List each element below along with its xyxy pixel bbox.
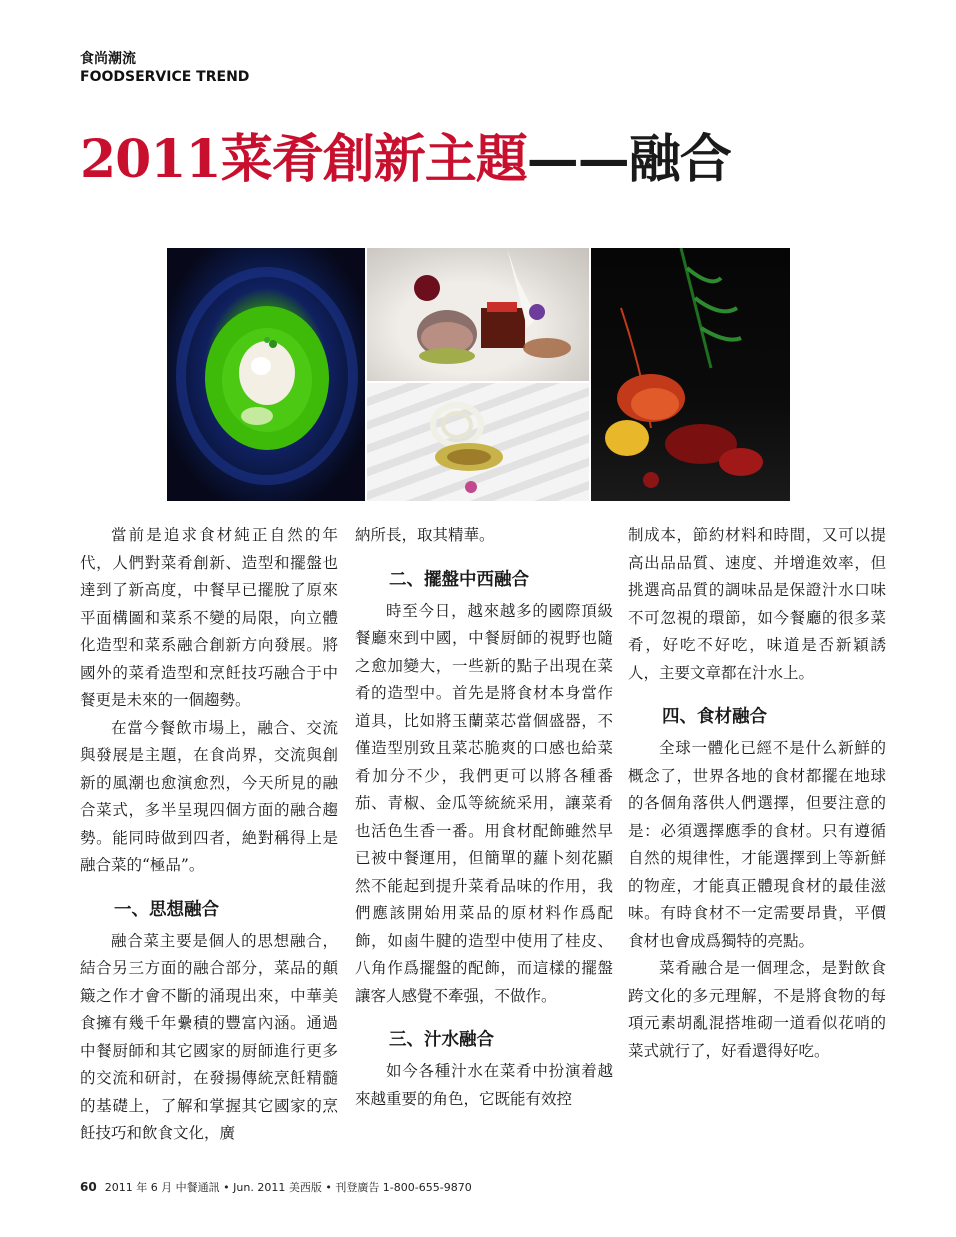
- paragraph: 時至今日，越來越多的國際頂級餐廳來到中國，中餐厨師的視野也隨之愈加變大，一些新的點子出現在菜肴的造型中。首先是將食材本身當作道具，比如將玉蘭菜芯當個盛器，不僅造型別致且菜芯脆爽的口感也給菜肴加分不少，我們更可以將各種番茄、青椒、金瓜等統統采用，讓菜肴也活色生香一番。用食材配飾雖然早已被中餐運用，但簡單的蘿卜刻花顯然不能起到提升菜肴品味的作用，我們應該開始用菜品的原材料作爲配飾，如鹵牛腱的造型中使用了桂皮、八角作爲擺盤的配飾，而這樣的擺盤讓客人感覺不牽强，不做作。: [355, 601, 613, 1005]
- paragraph: 在當今餐飲市場上，融合、交流與發展是主題，在食尚界，交流與創新的風潮也愈演愈烈，今天所見的融合菜式，多半呈現四個方面的融合趨勢。能同時做到四者，絶對稱得上是融合菜的“極品”。: [80, 718, 338, 874]
- subheading: 三、汁水融合: [389, 1030, 494, 1050]
- paragraph: 如今各種汁水在菜肴中扮演着越來越重要的角色，它既能有效控: [355, 1062, 613, 1108]
- paragraph: 納所長，取其精華。: [355, 526, 495, 544]
- subheading: 一、思想融合: [114, 899, 219, 920]
- section-name-en: FOODSERVICE TREND: [80, 69, 250, 85]
- page-number: 60: [80, 1180, 97, 1194]
- shrimp-photo: [591, 248, 790, 501]
- noodle-dish-illustration: [367, 383, 589, 501]
- plated-dish-photo: [367, 248, 589, 381]
- footer-text: 2011 年 6 月 中餐通訊 • Jun. 2011 美西版 • 刊登廣告 1-800-655-9870: [104, 1181, 472, 1194]
- page-footer: [80, 1180, 472, 1195]
- paragraph: 制成本，節約材料和時間，又可以提高出品品質、速度、并增進效率，但挑選高品質的調味品是保證汁水口味不可忽視的環節，如今餐廳的很多菜肴，好吃不好吃，味道是否新穎誘人，主要文章都在汁水上。: [628, 526, 886, 682]
- noodle-dish-photo: [367, 383, 589, 501]
- paragraph: 菜肴融合是一個理念，是對飲食跨文化的多元理解，不是將食物的每項元素胡亂混搭堆砌一道看似花哨的菜式就行了，好看還得好吃。: [628, 959, 886, 1060]
- article-column-1: [80, 522, 338, 1148]
- paragraph: 融合菜主要是個人的思想融合，結合另三方面的融合部分，菜品的顛簸之作才會不斷的涌現出來，中華美食擁有幾千年纍積的豐富內涵。通過中餐厨師和其它國家的厨師進行更多的交流和研討，在發揚傳統烹飪精髓的基礎上，了解和掌握其它國家的烹飪技巧和飲食文化，廣: [80, 931, 338, 1142]
- soup-illustration: [167, 248, 365, 501]
- plated-dish-illustration: [367, 248, 589, 381]
- headline-black-part: ——融合: [526, 129, 731, 190]
- section-name-cn: 食尚潮流: [80, 51, 136, 67]
- headline-red-part: 2011菜肴創新主題: [80, 129, 527, 190]
- soup-photo: [167, 248, 365, 501]
- subheading: 二、擺盤中西融合: [389, 569, 529, 590]
- article-column-2: [355, 522, 613, 1113]
- article-column-3: [628, 522, 886, 1065]
- article-headline: [80, 128, 731, 192]
- paragraph: 全球一體化已經不是什么新鮮的概念了，世界各地的食材都擺在地球的各個角落供人們選擇，但要注意的是：必須選擇應季的食材。只有遵循自然的規律性，才能選擇到上等新鮮的物産，才能真正體現食材的最佳滋味。有時食材不一定需要昂貴，平價食材也會成爲獨特的亮點。: [628, 739, 886, 950]
- shrimp-illustration: [591, 248, 790, 501]
- section-tag: [80, 50, 249, 86]
- paragraph: 當前是追求食材純正自然的年代，人們對菜肴創新、造型和擺盤也達到了新高度，中餐早已擺脫了原來平面構圖和菜系不變的局限，向立體化造型和菜系融合創新方向發展。將國外的菜肴造型和烹飪技巧融合于中餐更是未來的一個趨勢。: [80, 526, 338, 709]
- subheading: 四、食材融合: [662, 707, 767, 727]
